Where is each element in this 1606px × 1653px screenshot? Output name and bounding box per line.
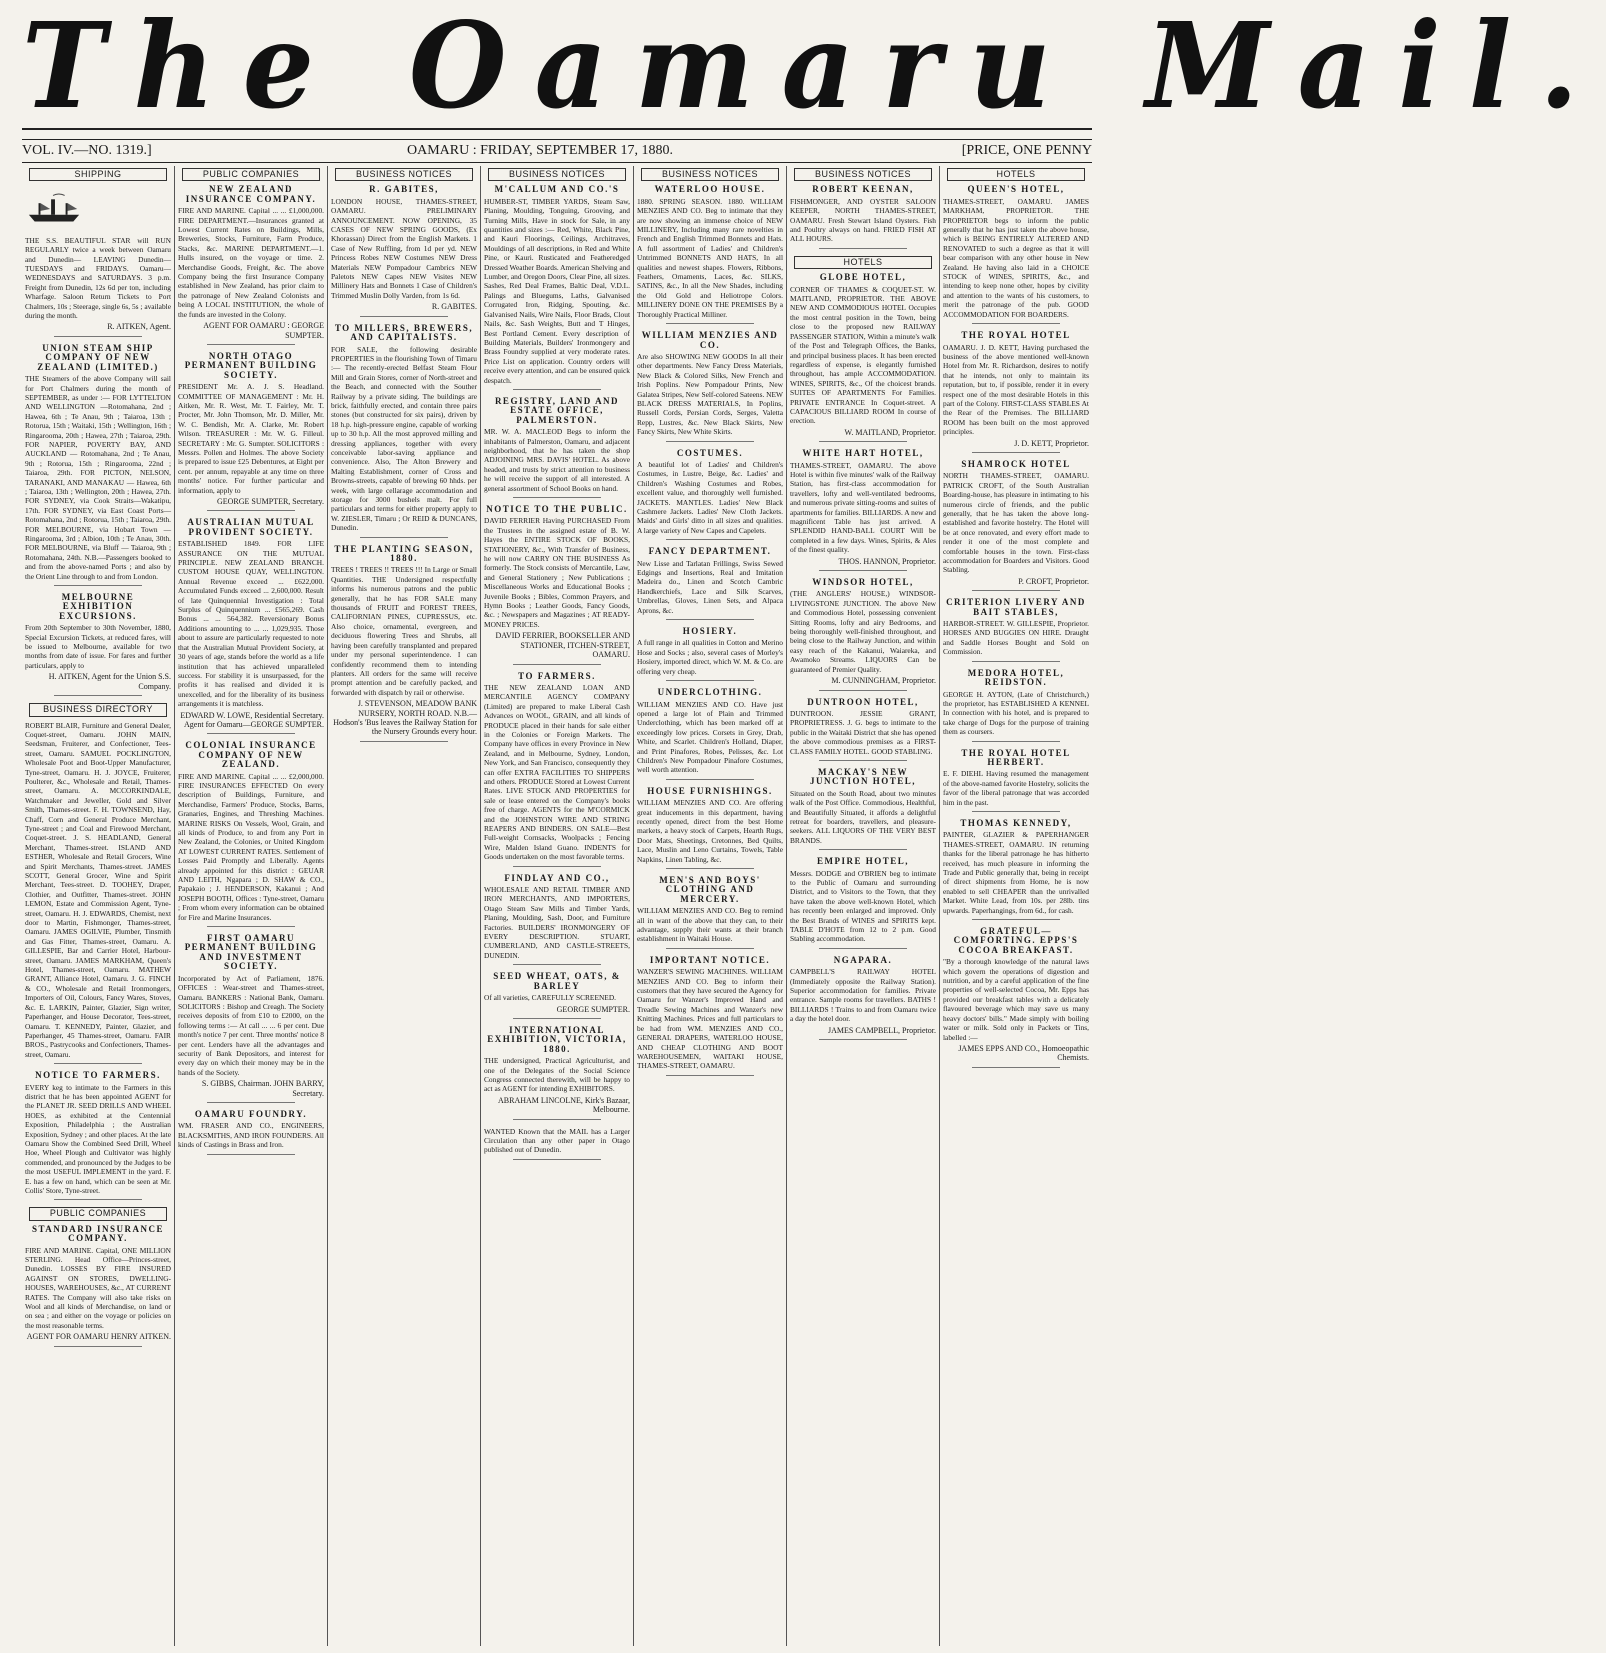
ad-divider bbox=[513, 1018, 601, 1019]
ad-body: CAMPBELL'S RAILWAY HOTEL (Immediately opposite the Railway Station). Superior accommodation for families. Private entrance. Sample rooms for travellers. BATHS ! BILLIARDS ! Trains to and from Oamaru twice a day the hotel door. bbox=[790, 967, 936, 1024]
ad-divider bbox=[666, 323, 754, 324]
section-header: BUSINESS NOTICES bbox=[335, 168, 473, 181]
ad-title: FANCY DEPARTMENT. bbox=[648, 546, 772, 557]
ad-body: Incorporated by Act of Parliament, 1876. OFFICES : Wear-street and Thames-street, Oamaru. BANKERS : National Bank, Oamaru. SOLICITORS : Bishop and Creagh. The Society receives deposits of from £10 to £2000, on the following terms :— At call ... ... 6 per cent. Due month's notice 7 per cent. Three months' notice 8 per cent. Lenders have all the advantages and security of Bank Depositors, and interest for every day on which their money may be in the hands of the Society. bbox=[178, 973, 324, 1077]
ad-signature: S. GIBBS, Chairman. JOHN BARRY, Secretary. bbox=[201, 1079, 324, 1098]
ad-divider bbox=[819, 690, 907, 691]
advertisement bbox=[790, 185, 936, 248]
column-divider bbox=[633, 166, 634, 1646]
ad-divider bbox=[972, 811, 1060, 812]
ad-body: CORNER OF THAMES & COQUET-ST. W. MAITLAND, PROPRIETOR. THE ABOVE NEW AND COMMODIOUS HOTEL Occupies the most central position in the Town, being close to the proposed new RAILWAY PASSENGER STATION, Within a minute's walk of the Post and Telegraph Offices, the Banks, and principal business places. It has been erected regardless of expense, is elegantly furnished throughout, has ample ACCOMMODATION. WINES, SPIRITS, &c., Of the choicest brands. SUITES OF APARTMENTS For Families. PRIVATE ENTRANCE In Coquet-street. A CAPACIOUS BILLIARD ROOM In course of erection. bbox=[790, 284, 936, 426]
ad-divider bbox=[819, 948, 907, 949]
advertisement bbox=[25, 593, 171, 696]
advertisement bbox=[943, 598, 1089, 661]
advertisement bbox=[484, 672, 630, 867]
ad-title: HOUSE FURNISHINGS. bbox=[647, 785, 773, 796]
advertisement bbox=[790, 449, 936, 571]
ad-signature: GEORGE SUMPTER. bbox=[556, 1004, 630, 1014]
ad-body: PRESIDENT Mr. A. J. S. Headland. COMMITTEE OF MANAGEMENT : Mr. H. Aitken, Mr. R. West, Mr. T. Fairley, Mr. T. Procter, Mr. John Thomson, Mr. D. Miller, Mr. W. C. Bendish, Mr. A. Clarke, Mr. Robert Wilson. TREASURER : Mr. W. G. Filleul. SECRETARY : Mr. G. Sumpter. SOLICITORS : Messrs. Pollen and Holmes. The above Society is prepared to issue £25 Debentures, at Eight per cent. per annum, repayable at any time on three months' notice. For further particular and information, apply to bbox=[178, 382, 324, 495]
advertisement bbox=[25, 236, 171, 337]
advertisement bbox=[178, 352, 324, 512]
ad-body: FOR SALE, the following desirable PROPERTIES in the flourishing Town of Timaru :— The recently-erected Belfast Steam Flour Mill and Grain Stores, corner of North-street and the Beach, and connected with the Souther Railway by a private siding. The buildings are brick, faithfully erected, and contain three pairs stones (but constructed for six pairs), driven by 18 h.p. high-pressure engine, capable of working up to 30 h.p. All the most approved milling and dressing appliances, together with every conceivable labor-saving appliance and convenience. Also, The Alton Brewery and Malting Establishment, corner of Cross and Browns-streets, capable of brewing 60 hhds. per week, with large cellarage accommodation and storage for 3000 bushels malt. For full particulars and terms for either property apply to W. ZIESLER, Timaru ; Or REID & DUNCANS, Dunedin. bbox=[331, 344, 477, 533]
ad-title: MELBOURNE EXHIBITION EXCURSIONS. bbox=[59, 592, 137, 621]
ad-signature: W. MAITLAND, Proprietor. bbox=[844, 427, 936, 437]
ad-divider bbox=[54, 1199, 142, 1200]
ad-divider bbox=[207, 1154, 295, 1155]
ad-title: NEW ZEALAND INSURANCE COMPANY. bbox=[185, 184, 317, 204]
section-header: PUBLIC COMPANIES bbox=[182, 168, 320, 181]
ad-signature: DAVID FERRIER, BOOKSELLER AND STATIONER, ITCHEN-STREET, OAMARU. bbox=[495, 631, 630, 660]
ad-body: "By a thorough knowledge of the natural laws which govern the operations of digestion and nutrition, and by a careful application of the fine properties of well-selected Cocoa, Mr. Epps has provided our breakfast tables with a delicately flavoured beverage which may save us many heavy doctors' bills." Made simply with boiling water or milk. Sold only in Packets or Tins, labelled :— bbox=[943, 957, 1089, 1042]
ad-divider bbox=[819, 1039, 907, 1040]
ad-divider bbox=[666, 868, 754, 869]
advertisement bbox=[331, 185, 477, 316]
ad-title: MACKAY'S NEW JUNCTION HOTEL, bbox=[809, 766, 916, 787]
advertisement bbox=[484, 185, 630, 390]
ad-body: THE S.S. BEAUTIFUL STAR will RUN REGULARLY twice a week between Oamaru and Dunedin— LEAVING Dunedin— TUESDAYS and FRIDAYS. Oamaru— WEDNESDAYS and SATURDAYS. 3 p.m. Freight from Dunedin, 12s 6d per ton, including Wharfage. Saloon Return Tickets to Port Chalmers, 10s ; Steerage, single 6s, 5s ; available during the month. bbox=[25, 235, 171, 321]
column-divider bbox=[327, 166, 328, 1646]
masthead-rule bbox=[22, 128, 1092, 130]
advertisement bbox=[637, 185, 783, 324]
ad-signature: AGENT FOR OAMARU : GEORGE SUMPTER. bbox=[203, 321, 324, 340]
ad-signature: R. AITKEN, Agent. bbox=[107, 322, 171, 332]
ad-title: R. GABITES, bbox=[369, 184, 439, 195]
ad-title: TO MILLERS, BREWERS, AND CAPITALISTS. bbox=[334, 322, 474, 343]
price: [PRICE, ONE PENNY bbox=[961, 143, 1092, 158]
ad-title: NOTICE TO FARMERS. bbox=[35, 1070, 161, 1081]
ad-body: LONDON HOUSE, THAMES-STREET, OAMARU. PRELIMINARY ANNOUNCEMENT. NOW OPENING, 35 CASES OF NEW SPRING GOODS, (Ex Khorassan) Direct from the English Markets. 1 Case of New Ruffling, from 1d per yd. NEW Princess Robes NEW Costumes NEW Dress Materials NEW Pompadour Cambrics NEW Paletots NEW Capes NEW Visites NEW Millinery Hats and Bonnets 1 Case of Children's Trimmed Muslin Dolly Varden, from 1s 6d. bbox=[331, 196, 477, 300]
ad-title: AUSTRALIAN MUTUAL PROVIDENT SOCIETY. bbox=[187, 517, 315, 537]
ad-divider bbox=[54, 336, 142, 337]
ad-body: From 20th September to 30th November, 1880, Special Excursion Tickets, at reduced fares, will be issued to Melbourne, available for two months from date of issue. For fares and further particulars, apply to bbox=[25, 623, 171, 670]
ad-title: SEED WHEAT, OATS, & BARLEY bbox=[493, 971, 621, 991]
ad-title: THOMAS KENNEDY, bbox=[960, 817, 1072, 828]
dateline bbox=[22, 143, 1092, 163]
column-6 bbox=[787, 166, 939, 1646]
column-1 bbox=[22, 166, 174, 1646]
ad-divider bbox=[207, 926, 295, 927]
ad-title: THE ROYAL HOTEL bbox=[961, 330, 1071, 341]
ad-divider bbox=[513, 389, 601, 390]
advertisement bbox=[943, 185, 1089, 324]
ad-signature: ABRAHAM LINCOLNE, Kirk's Bazaar, Melbourne. bbox=[498, 1095, 630, 1115]
ad-divider bbox=[972, 323, 1060, 324]
ad-body: OAMARU. J. D. KETT, Having purchased the business of the above mentioned well-known Hotel from Mr. R. Richardson, desires to notify that he intends, not only to maintain its reputation, but to, if possible, render it in every respect one of the most desirable Hotels in this part of the Colony. FIRST-CLASS STABLES At the Rear of the Premises. The BILLIARD ROOM has been built on the most approved principles. bbox=[943, 342, 1089, 437]
section-header: BUSINESS NOTICES bbox=[488, 168, 626, 181]
ad-body: THAMES-STREET, OAMARU. JAMES MARKHAM, PROPRIETOR. THE PROPRIETOR begs to inform the public generally that he has just taken the above house, which is BEING ENTIRELY ALTERED AND RENOVATED to such a degree as that it will bear comparison with any other house in New Zealand. He having also laid in a CHOICE STOCK of WINES, SPIRITS, &c., and intending to keep none other, hopes by civility and attention to the wants of his customers, to merit the patronage of the pub. GOOD ACCOMMODATION FOR BOARDERS. bbox=[943, 196, 1089, 319]
ad-body: FISHMONGER, AND OYSTER SALOON KEEPER, NORTH THAMES-STREET, OAMARU. Fresh Stewart Island Oysters. Fish and Poultry always on hand. FRIED FISH AT ALL HOURS. bbox=[790, 196, 936, 244]
ad-body: FIRE AND MARINE. Capital ... ... £2,000,000. FIRE INSURANCES EFFECTED On every description of Buildings, Furniture, and Merchandise, Farmers' Produce, Stocks, Barns, Granaries, Engines, and Threshing Machines. MARINE RISKS On Vessels, Wool, Grain, and all kinds of Produce, to and from any Port in New Zealand, the Colonies, or United Kingdom AT LOWEST CURRENT RATES. Settlement of Losses Paid Promptly and Liberally. Agents already appointed for this district : GEUAR AND LEITH, Ngapara ; D. SHAW & CO., Papakaio ; J. HENDERSON, Kakanui ; And JOSEPH BOOTH, Offices : Tyne-street, Oamaru ; From whom every information can be obtained for Fire and Marine Insurances. bbox=[178, 771, 324, 922]
ad-title: INTERNATIONAL EXHIBITION, VICTORIA, 1880. bbox=[487, 1024, 627, 1054]
column-divider bbox=[480, 166, 481, 1646]
advertisement bbox=[25, 1225, 171, 1347]
ad-divider bbox=[972, 741, 1060, 742]
ad-body: WHOLESALE AND RETAIL TIMBER AND IRON MERCHANTS, AND IMPORTERS, Otago Steam Saw Mills and Timber Yards, Planing, Moulding, Sash, Door, and Furniture Factories. BUILDERS' IRONMONGERY OF EVERY DESCRIPTION. STUART, CUMBERLAND, AND CASTLE-STREETS, DUNEDIN. bbox=[484, 885, 630, 960]
volume-number: VOL. IV.—NO. 1319.] bbox=[22, 143, 152, 158]
ad-title: CRITERION LIVERY AND BAIT STABLES, bbox=[946, 597, 1086, 617]
advertisement bbox=[331, 324, 477, 538]
ad-divider bbox=[819, 248, 907, 249]
column-3 bbox=[328, 166, 480, 1646]
ad-title: COSTUMES. bbox=[676, 447, 744, 458]
column-divider bbox=[174, 166, 175, 1646]
ad-body: THE undersigned, Practical Agriculturist, and one of the Delegates of the Social Science Congress connected therewith, will be happy to act as AGENT for intending EXHIBITORS. bbox=[484, 1056, 630, 1094]
ad-title: FINDLAY AND CO., bbox=[504, 872, 610, 883]
advertisement bbox=[637, 449, 783, 541]
ad-body: Situated on the South Road, about two minutes walk of the Post Office. Commodious, Healthful, and Beautifully Situated, it affords a delightful retreat for boarders, travellers, and pleasure-seekers. ALL LIQUORS OF THE VERY BEST BRANDS. bbox=[790, 788, 936, 845]
ad-body: THE Steamers of the above Company will sail for Port Chalmers during the month of SEPTEMBER, as under :— FOR LYTTELTON AND WELLINGTON —Rotomahana, 2nd ; Hawea, 6th ; Te Anau, 9th ; Taiaroa, 13th ; Rotorua, 15th ; Waitaki, 15th ; Wellington, 16th ; Ringarooma, 20th ; Hawea, 27th ; Taiaroa, 29th. FOR NAPIER, POVERTY BAY, AND AUCKLAND — Rotomahana, 2nd ; Te Anau, 9th ; Rotorua, 15th ; Ringarooma, 22nd ; Taiaroa, 29th. FOR PICTON, NELSON, TARANAKI, AND MANAKAU — Hawea, 6th ; Taiaroa, 13th ; Wellington, 20th ; Hawea, 27th. FOR SYDNEY, via Cook Straits—Wakatipu, 17th. FOR SYDNEY, via East Coast Ports—Rotomahana, 2nd ; Rotorua, 15th ; Taiaroa, 29th. FOR MELBOURNE, via Hobart Town — Ringarooma, 3rd ; Albion, 10th ; Te Anau, 30th. FOR MELBOURNE, via Bluff — Taiaroa, 9th ; Rotomahana, 24th. N.B.—Passengers booked to and from the above-named Ports ; and also by the Orient Line through to and from London. bbox=[25, 374, 171, 581]
ad-divider bbox=[972, 452, 1060, 453]
ad-signature: J. STEVENSON, MEADOW BANK NURSERY, NORTH ROAD. N.B.—Hodson's 'Bus leaves the Railway Station for the Nursery Grounds every hour. bbox=[333, 699, 477, 737]
advertisement bbox=[178, 934, 324, 1103]
advertisement bbox=[331, 545, 477, 742]
ad-title: IMPORTANT NOTICE. bbox=[649, 954, 771, 965]
ad-title: UNDERCLOTHING. bbox=[657, 687, 763, 698]
publication-date: OAMARU : FRIDAY, SEPTEMBER 17, 1880. bbox=[407, 143, 674, 158]
ad-body: EVERY keg to intimate to the Farmers in this district that he has been appointed AGENT for the PLANET JR. SEED DRILLS AND WHEEL HOES, as exhibited at the Centennial Exposition, Philadelphia ; the Australian Exposition, Sydney ; and other places. At the late Oamaru Show the Combined Seed Drill, Wheel Hoe, Wheel Plough and Cultivator was highly commended, and pronounced by the Judges to be the most USEFUL IMPLEMENT in the yard. F. E. has a few on hand, which can be seen at Mr. Collis' Store, Tyne-street. bbox=[25, 1082, 171, 1195]
ad-title: MEDORA HOTEL, REIDSTON. bbox=[967, 667, 1065, 688]
ad-body: PAINTER, GLAZIER & PAPERHANGER THAMES-STREET, OAMARU. IN returning thanks for the liberal patronage he has hitherto received, has much pleasure in informing the Trade and Public generally that, being in receipt of direct shipments from Home, he is now enabled to sell CHEAPER than the unrivalled Market. White Lead, from 10s. per 28lb. tins upwards. Paperhangings, from 6d., for cash. bbox=[943, 830, 1089, 915]
ad-title: OAMARU FOUNDRY. bbox=[194, 1108, 308, 1119]
ad-title: THE PLANTING SEASON, 1880. bbox=[334, 543, 474, 564]
ad-title: REGISTRY, LAND AND ESTATE OFFICE, PALMERSTON. bbox=[494, 395, 620, 425]
advertisement bbox=[790, 578, 936, 690]
ad-divider bbox=[207, 733, 295, 734]
masthead-title: The Oamaru Mail. bbox=[22, 0, 1606, 136]
ad-signature: P. CROFT, Proprietor. bbox=[1018, 576, 1089, 586]
advertisement bbox=[637, 787, 783, 869]
ad-title: STANDARD INSURANCE COMPANY. bbox=[31, 1223, 165, 1244]
ad-body: HARBOR-STREET. W. GILLESPIE, Proprietor. HORSES AND BUGGIES ON HIRE. Draught and Saddle Horses Bought and Sold on Commission. bbox=[943, 619, 1089, 657]
advertisement bbox=[790, 857, 936, 949]
advertisement bbox=[178, 741, 324, 927]
ad-body: Are also SHOWING NEW GOODS In all their other departments. New Fancy Dress Materials, New Black & Colored Silks, New French and Irish Poplins. New Pompadour Prints, New Galatea Stripes, New Self-colored Sateens. NEW BLACK DRESS MATERIALS, In Poplins, Russell Cords, Persian Cords, Serges, Valetta Repp, Lustres, &c. New Black Skirts, New Fancy Skirts, New White Skirts. bbox=[637, 351, 783, 437]
ad-title: EMPIRE HOTEL, bbox=[816, 856, 909, 867]
ad-body: WILLIAM MENZIES AND CO. Are offering great inducements in this department, having recently opened, direct from the best Home markets, a heavy stock of Carpets, Hearth Rugs, Door Mats, Sheetings, Cretonnes, Bed Quilts, Lace, Muslin and Leno Curtains, Towels, Table Napkins, Linen Tabling, &c. bbox=[637, 798, 783, 864]
ad-signature: EDWARD W. LOWE, Residential Secretary. Agent for Oamaru—GEORGE SUMPTER. bbox=[180, 710, 324, 729]
advertisement bbox=[178, 1110, 324, 1155]
advertisement bbox=[484, 1127, 630, 1160]
ad-divider bbox=[513, 866, 601, 867]
ad-divider bbox=[666, 779, 754, 780]
ad-title: GRATEFUL—COMFORTING. EPPS'S COCOA BREAKFAST. bbox=[953, 926, 1079, 955]
ad-body: Messrs. DODGE and O'BRIEN beg to intimate to the Public of Oamaru and surrounding District, and to Visitors to the Town, that they have taken the above well-known Hotel, which has recently been enlarged and improved. Only the Best Brands of WINES and SPIRITS kept. TABLE D'HOTE from 12 to 2 p.m. Good Stabling accommodation. bbox=[790, 868, 936, 944]
ad-title: WATERLOO HOUSE. bbox=[654, 184, 766, 195]
masthead-rule-thin bbox=[22, 139, 1092, 140]
ad-body: THE NEW ZEALAND LOAN AND MERCANTILE AGENCY COMPANY (Limited) are prepared to make Liberal Cash Advances on WOOL, GRAIN, and all kinds of PRODUCE placed in their hands for sale either in the Colonies or Foreign Markets. The Company have offices in every Province in New Zealand, and in Melbourne, Sydney, London, New York, and San Francisco, consequently they can offer EXTRA FACILITIES TO SHIPPERS and others. PRODUCE Stored at Lowest Current Rates. LIVE STOCK AND PROPERTIES for sale or lease entered on the Company's books free of charge. AGENTS for the M'CORMICK and the JOHNSTON WIRE AND STRING REAPERS AND BINDERS. ON SALE—Best Full-weight Cornsacks, Woolpacks ; Fencing Wire, Malden Island Guano. INDENTS for Goods undertaken on the most favorable terms. bbox=[484, 682, 630, 862]
advertisement bbox=[943, 669, 1089, 742]
ad-title: GLOBE HOTEL, bbox=[819, 272, 907, 283]
column-divider bbox=[939, 166, 940, 1646]
ad-title: QUEEN'S HOTEL, bbox=[967, 184, 1065, 195]
ad-body: ROBERT BLAIR, Furniture and General Dealer, Coquet-street, Oamaru. JOHN MAIN, Seedsman, Fruiterer, and Confectioner, Tees-street, Oamaru. SAMUEL POCKLINGTON, Wholesale Poot and Boot-Upper Manufacturer, Tyne-street, Oamaru. H. J. JOYCE, Fruiterer, Poulterer, &c., Wholesale and Retail, Thames-street, Oamaru. A. MCCORKINDALE, Watchmaker and Jeweller, Gold and Silver Smith, Thames-street. F. H. TOWNSEND, Hay, Chaff, Corn and General Produce Merchant, Tyne-street ; and Coal and Firewood Merchant, Coquet-street. J. S. HEADLAND, General Merchant, Thames-street. ISLAND AND ESTHER, Wholesale and Retail Grocers, Wine and Spirit Merchants, Thames-street. JAMES SCOTT, General Grocer, Wine and Spirit Merchant, Tees-street. D. TOOHEY, Draper, Clothier, and Outfitter, Thames-street. JOHN LEMON, Estate and Commission Agent, Tyne-street, Oamaru. H. J. EDWARDS, Chemist, next door to Martin, Fishmonger, Thames-street, Oamaru. JAMES OGILVIE, Plumber, Tinsmith and Gas Fitter, Thames-street, Oamaru. A. GILLESPIE, Bar and Carrier Hotel, Harbour-street, Oamaru. JAMES MARKHAM, Queen's Hotel, Thames-street, Oamaru. MATHEW GRANT, Alliance Hotel, Oamaru. J. G. FINCH & CO., Wholesale and Retail Ironmongers, Importers of Oil, Colours, Fancy Wares, Stoves, &c. E. LARKIN, Painter, Glazier, Sign writer, Paperhanger, and House Decorator, Tees-street, Oamaru. T. KENNEDY, Painter, Glazier, and Paperhanger, 45 Thames-street, Oamaru. FAIR BROS., Pastrycooks and Confectioners, Thames-street, Oamaru. bbox=[25, 720, 171, 1059]
ad-title: UNION STEAM SHIP COMPANY OF NEW ZEALAND (LIMITED.) bbox=[37, 342, 159, 372]
ad-divider bbox=[207, 510, 295, 511]
ad-body: ESTABLISHED 1849. FOR LIFE ASSURANCE ON THE MUTUAL PRINCIPLE. NEW ZEALAND BRANCH. CUSTOM HOUSE QUAY, WELLINGTON. Annual Revenue exceed ... £622,000. Accumulated Funds exceed ... 2,600,000. Result of late Quinquennial Investigation : Total Surplus of Quinquennium ... £565,269. Cash Bonus ... ... 564,382. Reversionary Bonus Additions amounting to ... ... 1,029,935. Those about to assure are particularly requested to note that the Australian Mutual Provident Society, at 30 years of age, stands before the world as a life institution that has achieved unparalleled success. For stability it is unsurpassed, for the profits it has realised and divided it is unexcelled, and for the liberality of its business arrangements it is matchless. bbox=[178, 539, 324, 709]
ad-body: A beautiful lot of Ladies' and Children's Costumes, in Lustre, Beige, &c. Ladies' and Children's Washing Costumes and Robes, excellent value, and thoroughly well furnished. JACKETS. MANTLES. Ladies' New Black Cashmere Jackets. Ladies' New Cloth Jackets. Maids' and Girls' ditto in all sizes and qualities. A large variety of New Capes and Capelets. bbox=[637, 459, 783, 535]
ad-body: MR. W. A. MACLEOD Begs to inform the inhabitants of Palmerston, Oamaru, and adjacent neighborhood, that he has taken the shop ADJOINING MRS. DAVIS' HOTEL. As above headed, and trusts by strict attention to business he will receive the support of all interested. A general assortment of School Books on hand. bbox=[484, 427, 630, 493]
advertisement bbox=[484, 972, 630, 1019]
ad-divider bbox=[819, 570, 907, 571]
ad-divider bbox=[54, 695, 142, 696]
ad-divider bbox=[360, 316, 448, 317]
ad-body: FIRE AND MARINE. Capital, ONE MILLION STERLING. Head Office—Princes-street, Dunedin. LOSSES BY FIRE INSURED AGAINST ON STORES, DWELLING-HOUSES, WAREHOUSES, &c., AT CURRENT RATES. The Company will also take risks on Wool and all kinds of Merchandise, on land or on sea ; and either on the voyage or policies on the most reasonable terms. bbox=[25, 1245, 171, 1330]
advertisement bbox=[637, 956, 783, 1076]
ad-title: NGAPARA. bbox=[833, 954, 893, 965]
advertisement bbox=[484, 505, 630, 665]
ad-title: WILLIAM MENZIES AND CO. bbox=[641, 330, 779, 350]
section-header: SHIPPING bbox=[29, 168, 167, 181]
ad-title: COLONIAL INSURANCE COMPANY OF NEW ZEALAND. bbox=[185, 740, 317, 770]
advertisement bbox=[484, 874, 630, 966]
advertisement bbox=[943, 331, 1089, 453]
ad-divider bbox=[54, 1346, 142, 1347]
advertisement bbox=[178, 518, 324, 734]
ad-body: TREES ! TREES !! TREES !!! In Large or Small Quantities. THE Undersigned respectfully informs his numerous patrons and the public generally, that he has FOR SALE many thousands of FRUIT and FOREST TREES, CALIFORNIAN PINES, CUPRESSUS, etc. Also choice, ornamental, evergreen, and deciduous flowering Trees and Shrubs, all having been carefully transplanted and prepared under my personal superintendence. I can confidently recommend them to intending planters. All orders for the same will receive prompt attention and be carefully packed, and forwarded with dispatch by rail or otherwise. bbox=[331, 565, 477, 697]
advertisement bbox=[484, 397, 630, 498]
ad-title: TO FARMERS. bbox=[518, 670, 596, 681]
ad-divider bbox=[819, 849, 907, 850]
ad-signature: J. D. KETT, Proprietor. bbox=[1014, 438, 1089, 448]
ad-divider bbox=[513, 964, 601, 965]
ad-title: WHITE HART HOTEL, bbox=[802, 448, 924, 459]
advertisement bbox=[790, 698, 936, 761]
ad-body: E. F. DIEHL Having resumed the management of the above-named favorite Hostelry, solicits the favor of the liberal patronage that was accorded him in the past. bbox=[943, 769, 1089, 807]
advertisement bbox=[637, 876, 783, 949]
ad-divider bbox=[666, 539, 754, 540]
column-7 bbox=[940, 166, 1092, 1646]
column-4 bbox=[481, 166, 633, 1646]
advertisement bbox=[25, 344, 171, 586]
ad-body: THAMES-STREET, OAMARU. The above Hotel is within five minutes' walk of the Railway Station, has first-class accommodation for travellers, lofty and well-ventilated bedrooms, and numerous private sitting-rooms and suites of apartments for families. BILLIARDS. A new and magnificent Table has just arrived. A SPLENDID HAND-BALL COURT Will be completed in a few days. Wines, Spirits, & Ales of the finest quality. bbox=[790, 460, 936, 555]
ad-body: DUNTROON. JESSIE GRANT, PROPRIETRESS. J. G. begs to intimate to the public in the Waitaki District that she has opened the above commodious premises as a FIRST-CLASS FAMILY HOTEL. GOOD STABLING. bbox=[790, 708, 936, 756]
ad-body: FIRE AND MARINE. Capital ... ... £1,000,000. FIRE DEPARTMENT.—Insurances granted at Lowest Current Rates on Buildings, Mills, Breweries, Stocks, Furniture, Farm Produce, Stacks, &c. MARINE DEPARTMENT.—1. Hulls insured, on the voyage or time. 2. Merchandise Goods, Freight, &c. The above Company being the first Insurance Company established in New Zealand, has prior claim to the patronage of New Zealand Colonists and being A LOCAL INSTITUTION, the whole of the funds are invested in the Colony. bbox=[178, 206, 324, 319]
column-divider bbox=[786, 166, 787, 1646]
advertisement bbox=[484, 1026, 630, 1120]
ad-divider bbox=[513, 1159, 601, 1160]
ad-divider bbox=[972, 590, 1060, 591]
ad-title: M'CALLUM AND CO.'S bbox=[494, 184, 620, 195]
ad-title: THE ROYAL HOTEL HERBERT. bbox=[961, 747, 1071, 767]
ad-divider bbox=[819, 760, 907, 761]
ad-body: GEORGE H. AYTON, (Late of Christchurch,) the proprietor, has ESTABLISHED A KENNEL In connection with his hotel, and is prepared to take charge of Dogs for the purpose of training them as coursers. bbox=[943, 689, 1089, 737]
ad-title: NORTH OTAGO PERMANENT BUILDING SOCIETY. bbox=[184, 350, 318, 380]
ad-divider bbox=[972, 919, 1060, 920]
dateline-rule bbox=[22, 162, 1092, 163]
ad-signature: THOS. HANNON, Proprietor. bbox=[838, 556, 936, 566]
advertisement bbox=[790, 956, 936, 1040]
advertisement bbox=[943, 460, 1089, 591]
advertisement bbox=[25, 721, 171, 1065]
section-header: HOTELS bbox=[794, 256, 932, 269]
ad-body: 1880. SPRING SEASON. 1880. WILLIAM MENZIES AND CO. Beg to intimate that they are now showing an immense choice of NEW MILLINERY, Including many rare novelties in French and English Trimmed Bonnets and Hats. A full assortment of Ladies' and Children's Untrimmed BONNETS AND HATS, In all qualities and newest shapes. Flowers, Ribbons, Feathers, Ornaments, Laces, &c. SILKS, SATINS, &c., In all the New Shades, including the Old Gold and Heliotrope Colors. MILLINERY DONE ON THE PREMISES By a Thoroughly Practical Milliner. bbox=[637, 196, 783, 319]
ad-divider bbox=[666, 441, 754, 442]
advertisement bbox=[25, 1071, 171, 1200]
ad-title: ROBERT KEENAN, bbox=[812, 184, 914, 195]
section-header: BUSINESS NOTICES bbox=[794, 168, 932, 181]
ad-divider bbox=[360, 741, 448, 742]
ad-title: HOSIERY. bbox=[682, 626, 738, 637]
ad-divider bbox=[666, 948, 754, 949]
advertisement bbox=[790, 768, 936, 850]
ad-title: MEN'S AND BOYS' CLOTHING AND MERCERY. bbox=[659, 875, 761, 904]
ad-body: HUMBER-ST, TIMBER YARDS, Steam Saw, Planing, Moulding, Tonguing, Grooving, and Turning Mills, Have in stock for Sale, in any quantities and sizes :— Red, White, Black Pine, and Kauri Floorings, Ceilings, Architraves, Mouldings of all descriptions, in Red and White Pine, or Kauri. Rusticated and Featheredged Dressed Weather Boards. American Shelving and Lumber, and Oregon Doors, Clear Pine, all sizes. Sashes, Red Deal Frames, Baltic Deal, V.D.L. Palings and Bluegums, Laths, Galvanised Corrugated Iron, Ridging, Spouting, &c. Galvanised Nails, Wire Nails, Floor Brads, Clout Nails, &c. Sash Weights, Butt and T Hinges, Best Portland Cement. Every description of Building Materials, Builders' Ironmongery and Brass Foundry supplied at very moderate rates. Price List on application. Country orders will receive every attention, and can be ensured quick despatch. bbox=[484, 196, 630, 385]
section-header: HOTELS bbox=[947, 168, 1085, 181]
ad-body: WANTED Known that the MAIL has a Larger Circulation than any other paper in Otago published out of Dunedin. bbox=[484, 1126, 630, 1155]
advertisement bbox=[943, 749, 1089, 812]
ad-signature: JAMES CAMPBELL, Proprietor. bbox=[827, 1025, 936, 1035]
advertisement bbox=[943, 927, 1089, 1068]
ad-divider bbox=[972, 661, 1060, 662]
section-header: BUSINESS NOTICES bbox=[641, 168, 779, 181]
ad-divider bbox=[207, 1102, 295, 1103]
column-5 bbox=[634, 166, 786, 1646]
ad-title: SHAMROCK HOTEL bbox=[961, 458, 1071, 469]
steamship-icon bbox=[25, 191, 83, 225]
ad-signature: AGENT FOR OAMARU HENRY AITKEN. bbox=[26, 1332, 171, 1342]
ad-signature: JAMES EPPS AND CO., Homoeopathic Chemists. bbox=[958, 1043, 1089, 1063]
ad-title: DUNTROON HOTEL, bbox=[807, 696, 919, 707]
ad-divider bbox=[666, 619, 754, 620]
ad-body: WANZER'S SEWING MACHINES. WILLIAM MENZIES AND CO. Beg to inform their customers that they have secured the Agency for Oamaru for Wanzer's Improved Hand and Treadle Sewing Machines and Wanzer's new Knitting Machines. Prices and full particulars to be had from WM. MENZIES AND CO., GENERAL DRAPERS, WATERLOO HOUSE, AND CHEAP CLOTHING AND BOOT WAREHOUSEMEN, WAITAKI HOUSE, THAMES-STREET, OAMARU. bbox=[637, 967, 783, 1071]
ad-body: Of all varieties, CAREFULLY SCREENED. bbox=[484, 993, 617, 1003]
ad-divider bbox=[513, 1119, 601, 1120]
advertisement bbox=[637, 627, 783, 681]
ad-divider bbox=[513, 497, 601, 498]
ad-title: WINDSOR HOTEL, bbox=[812, 577, 914, 588]
ad-title: FIRST OAMARU PERMANENT BUILDING AND INVESTMENT SOCIETY. bbox=[184, 933, 318, 972]
ad-signature: H. AITKEN, Agent for the Union S.S. Company. bbox=[48, 672, 171, 691]
ad-divider bbox=[666, 680, 754, 681]
ad-signature: M. CUNNINGHAM, Proprietor. bbox=[831, 676, 936, 686]
ad-divider bbox=[207, 344, 295, 345]
ad-divider bbox=[54, 1063, 142, 1064]
ad-divider bbox=[54, 585, 142, 586]
advertisement bbox=[637, 688, 783, 780]
advertisement bbox=[637, 547, 783, 620]
ad-divider bbox=[666, 1075, 754, 1076]
section-header: PUBLIC COMPANIES bbox=[29, 1207, 167, 1220]
ad-body: NORTH THAMES-STREET, OAMARU. PATRICK CROFT, of the South Australian Boarding-house, has pleasure in intimating to his numerous circle of friends, and the public generally, that he has taken the above long-established and favorite hostelry. The Hotel will be at once renovated, and every effort made to render it one of the most complete and comfortable houses in the town. First-class accommodation for Boarders and Visitors. Good Stabling. bbox=[943, 471, 1089, 575]
ad-signature: GEORGE SUMPTER, Secretary. bbox=[216, 497, 324, 506]
advertisement bbox=[943, 819, 1089, 920]
ad-divider bbox=[819, 441, 907, 442]
ad-signature: R. GABITES. bbox=[431, 302, 477, 312]
ad-body: DAVID FERRIER Having PURCHASED From the Trustees in the assigned estate of B. W. Hayes the ENTIRE STOCK OF BOOKS, STATIONERY, &c., With Transfer of Business, he will now CARRY ON THE BUSINESS As formerly. The Stock consists of Mercantile, Law, and General Stationery ; New Publications ; Miscellaneous Works and Educational Books ; Juvenile Books ; Bibles, Common Prayers, and Hymn Books ; Leather Goods, Fancy Goods, &c. ; Newspapers and Magazines ; AT READY-MONEY PRICES. bbox=[484, 516, 630, 629]
advertisement bbox=[790, 273, 936, 442]
ad-body: WM. FRASER AND CO., ENGINEERS, BLACKSMITHS, AND IRON FOUNDERS. All kinds of Castings in Brass and Iron. bbox=[178, 1121, 324, 1150]
column-2 bbox=[175, 166, 327, 1646]
ad-body: A full range in all qualities in Cotton and Merino Hose and Socks ; also, several cases of Morley's Hosiery, imported direct, which W. M. & Co. are offering very cheap. bbox=[637, 638, 783, 676]
ad-divider bbox=[360, 537, 448, 538]
section-header: BUSINESS DIRECTORY bbox=[29, 703, 167, 716]
advertisement bbox=[637, 331, 783, 441]
ad-body: WILLIAM MENZIES AND CO. Have just opened a large lot of Plain and Trimmed Underclothing, which has been marked off at exceedingly low prices. Corsets in Grey, Drab, White, and Scarlet. Children's Holland, Diaper, and Print Pinafores, Robes, Pelisses, &c. Lot Children's New Pompadour Pinafore Costumes, well worth attention. bbox=[637, 699, 783, 775]
ad-title: NOTICE TO THE PUBLIC. bbox=[486, 504, 628, 514]
ad-body: WILLIAM MENZIES AND CO. Beg to remind all in want of the above that they can, to their advantage, supply their wants at their branch establishment in Waitaki House. bbox=[637, 906, 783, 944]
ad-body: New Lisse and Tarlatan Frillings, Swiss Sewed Edgings and Insertions, Real and Imitation Madeira do., Linen and Scotch Cambric Handkerchiefs, Lace and Silk Scarves, Umbrellas, Gloves, Linen Sets, and Alpaca Aprons, &c. bbox=[637, 558, 783, 615]
advertisement bbox=[178, 185, 324, 345]
ad-divider bbox=[513, 664, 601, 665]
ad-divider bbox=[972, 1067, 1060, 1068]
ad-body: (THE ANGLERS' HOUSE,) WINDSOR-LIVINGSTONE JUNCTION. The above New and Commodious Hotel, possessing convenient Sitting Rooms, lofty and airy Bedrooms, and being thoroughly well-finished throughout, and being close to the Railway Junction, and within easy reach of the Kakanui, Waiareka, and Awamoko Streams. LIQUORS Can be guaranteed of Premier Quality. bbox=[790, 589, 936, 674]
